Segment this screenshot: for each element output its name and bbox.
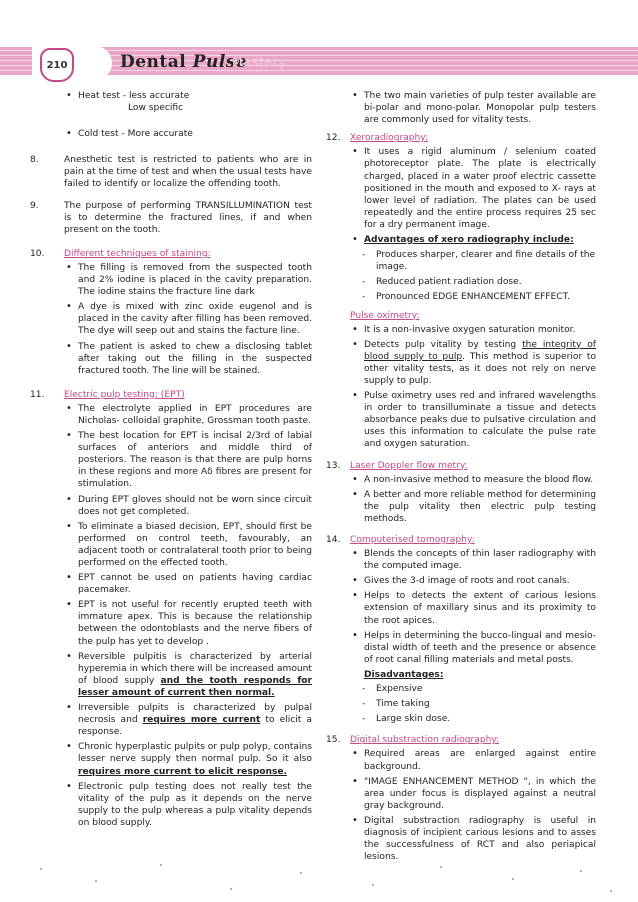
list-item: • Heat test - less accurate Low specific bbox=[30, 90, 312, 114]
list-item: • Cold test - More accurate bbox=[30, 128, 312, 140]
list-item: 15. Digital substraction radiography: • Required areas are enlarged against entire background. • "IMAGE ENHANCEMENT METHOD ", in which the area under focus is displayed against a neutral gray background. • Digital substraction radiography is useful in diagnosis of incipient carious lesions and to asses the successfulness of RCT and also periapical lesions. bbox=[326, 734, 596, 863]
header-watermark: Mastery bbox=[232, 55, 288, 69]
section-heading: Xeroradiography: bbox=[350, 133, 429, 144]
page-number: 210 bbox=[46, 59, 68, 71]
left-column bbox=[30, 90, 312, 838]
section-heading: Laser Doppler flow metry: bbox=[350, 460, 468, 471]
section-heading: Different techniques of staining: bbox=[64, 248, 211, 259]
list-item: • The two main varieties of pulp tester available are bi-polar and mono-polar. Monopolar pulp testers are commonly used for vitality tests. bbox=[326, 90, 596, 126]
list-item: 9. The purpose of performing TRANSILLUMINATION test is to determine the fractured lines, if and when present on the tooth. bbox=[30, 200, 312, 235]
section-heading: Digital substraction radiography: bbox=[350, 735, 500, 746]
running-title: Dental Pulse bbox=[120, 52, 248, 72]
right-column bbox=[326, 90, 596, 872]
section-heading: Electric pulp testing: (EPT) bbox=[64, 389, 185, 400]
list-item: 14. Computerised tomography: • Blends the concepts of thin laser radiography with the computed image. • Gives the 3-d image of roots and root canals. • Helps to detects the extent of carious lesions extension of maxillary sinus and its proximity to the root apices. • Helps in determining the bucco-lingual and mesio-distal width of teeth and the presence or absence of root canal filling materials and metal posts. Disadvantages: - Expensive - Time taking - Large skin dose. bbox=[326, 534, 596, 725]
scan-speckle bbox=[0, 858, 638, 898]
list-item: 12. Xeroradiography: • It uses a rigid aluminum / selenium coated photoreceptor plate. The plate is electrically charged, placed in a water proof electric cassette positioned in the mouth and exposed to X- rays at lower level of radiation. The plates can be used repeatedly and the entire process requires 25 sec for a dry permanent image. • Advantages of xero radiography include: - Produces sharper, clearer and fine details of the image. - Reduced patient radiation dose. - Pronounced EDGE ENHANCEMENT EFFECT. bbox=[326, 132, 596, 303]
list-item: 11. Electric pulp testing: (EPT) • The electrolyte applied in EPT procedures are Nicholas- colloidal graphite, Grossman tooth paste. • The best location for EPT is incisal 2/3rd of labial surfaces of anteriors and middle third of posteriors. The reason is that there are pulp horns in these regions and more Aδ fibres are present for stimulation. • During EPT gloves should not be worn since circuit does not get completed. • To eliminate a biased decision, EPT, should first be performed on control teeth, favourably, an adjacent tooth or contralateral tooth prior to being performed on the effected tooth. • EPT cannot be used on patients having cardiac pacemaker. • EPT is not useful for recently erupted teeth with immature apex. This is because the relationship between the odontoblasts and the nerve fibers of the pulp has yet to develop . • Reversible pulpitis is characterized by arterial hyperemia in which there will be increased amount of blood supply and the tooth responds for lesser amount of current then normal. • Irreversible pulpits is characterized by pulpal necrosis and requires more current to elicit a response. • Chronic hyperplastic pulpits or pulp polyp, contains lesser nerve supply then normal pulp. So it also requires more current to elicit response. • Electronic pulp testing does not really test the vitality of the pulp as it depends on the nerve supply to the pulp whereas a pulp vitality depends on blood supply. bbox=[30, 389, 312, 829]
tooth-icon bbox=[40, 48, 74, 82]
list-item: 10. Different techniques of staining: • The filling is removed from the suspected tooth and 2% iodine is placed in the cavity preparation. The iodine stains the fracture line dark • A dye is mixed with zinc oxide eugenol and is placed in the cavity after filling has been removed. The dye will seep out and stains the facture line. • The patient is asked to chew a disclosing tablet after taking out the filling in the suspected fractured tooth. The line will be stained. bbox=[30, 248, 312, 377]
section-heading: Pulse oximetry: bbox=[350, 310, 420, 321]
list-item: 8. Anesthetic test is restricted to patients who are in pain at the time of test and when the usual tests have failed to identify or localize the offending tooth. bbox=[30, 155, 312, 190]
list-item: 13. Laser Doppler flow metry: • A non-invasive method to measure the blood flow. • A better and more reliable method for determining the pulp vitality then electric pulp testing methods. bbox=[326, 460, 596, 525]
list-item: • It is a non-invasive oxygen saturation monitor. • Detects pulp vitality by testing the integrity of blood supply to pulp. This method is superior to other vitality tests, as it does not rely on nerve supply to pulp. • Pulse oximetry uses red and infrared wavelengths in order to transilluminate a tissue and detects absorbance peaks due to pulsative circulation and uses this information to calculate the pulse rate and oxygen saturation. bbox=[326, 324, 596, 451]
section-heading: Computerised tomography: bbox=[350, 535, 475, 545]
